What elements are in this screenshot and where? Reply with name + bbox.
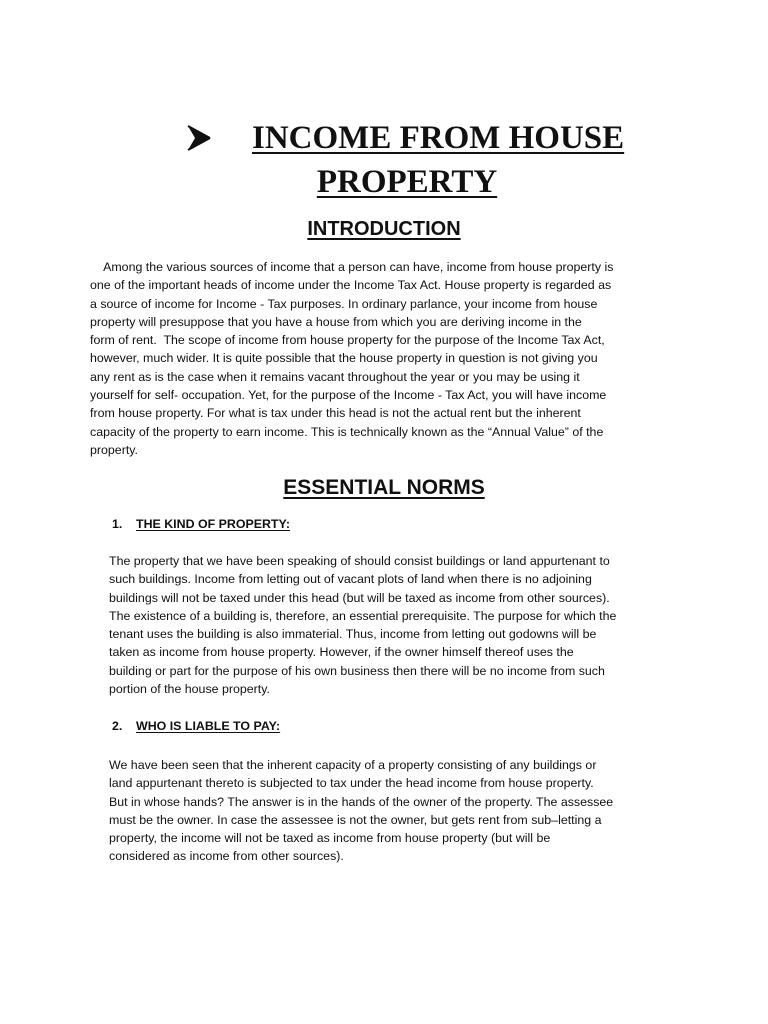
- paragraph-line: The property that we have been speaking of should consist buildings or land appurtenant to: [109, 554, 610, 568]
- paragraph-line: portion of the house property.: [109, 682, 270, 697]
- norm-item-heading-1: [112, 517, 290, 531]
- norm-item-number: 2.: [112, 719, 123, 733]
- paragraph-line: from house property. For what is tax under this head is not the actual rent but the inherent: [90, 406, 581, 421]
- paragraph-line: any rent as is the case when it remains vacant throughout the year or you may be using it: [90, 369, 580, 384]
- paragraph-line: building or part for the purpose of his own business then there will be no income from such: [109, 663, 605, 678]
- paragraph-line: one of the important heads of income under the Income Tax Act. House property is regarded as: [90, 278, 612, 293]
- paragraph-line: Among the various sources of income that a person can have, income from house property is: [90, 260, 614, 274]
- essential-norms-heading: ESSENTIAL NORMS: [283, 476, 485, 499]
- paragraph-line: considered as income from other sources).: [109, 849, 344, 864]
- paragraph-line: taken as income from house property. However, if the owner himself thereof uses the: [109, 645, 574, 660]
- norm-item-number: 1.: [112, 517, 123, 531]
- paragraph-line: form of rent. The scope of income from house property for the purpose of the Income Tax Act,: [90, 333, 605, 348]
- arrow-bullet-icon: [186, 124, 212, 152]
- norm-item-label: WHO IS LIABLE TO PAY:: [136, 719, 281, 733]
- norm-item-label: THE KIND OF PROPERTY:: [136, 517, 290, 531]
- introduction-paragraph: [90, 258, 690, 459]
- paragraph-line: But in whose hands? The answer is in the hands of the owner of the property. The assessee: [109, 794, 614, 809]
- norm-item-heading-2: [112, 719, 280, 733]
- paragraph-line: tenant uses the building is also immaterial. Thus, income from letting out godowns will be: [109, 627, 597, 642]
- paragraph-line: buildings will not be taxed under this head (but will be taxed as income from other sources).: [109, 590, 610, 605]
- paragraph-line: a source of income for Income - Tax purposes. In ordinary parlance, your income from house: [90, 296, 598, 311]
- title-line-1: INCOME FROM HOUSE: [252, 120, 625, 156]
- paragraph-line: yourself for self- occupation. Yet, for the purpose of the Income - Tax Act, you will have income: [90, 388, 607, 403]
- document-title: [0, 120, 768, 200]
- paragraph-line: property, the income will not be taxed as income from house property (but will be: [109, 831, 551, 846]
- norm-item-paragraph-1: [109, 552, 689, 698]
- paragraph-line: property will presuppose that you have a house from which you are deriving income in the: [90, 314, 582, 329]
- paragraph-line: such buildings. Income from letting out of vacant plots of land when there is no adjoining: [109, 572, 592, 587]
- paragraph-line: capacity of the property to earn income. This is technically known as the “Annual Value” of the: [90, 424, 604, 439]
- paragraph-line: however, much wider. It is quite possible that the house property in question is not giving you: [90, 351, 598, 366]
- paragraph-line: The existence of a building is, therefore, an essential prerequisite. The purpose for which the: [109, 608, 617, 623]
- paragraph-line: We have been seen that the inherent capacity of a property consisting of any buildings or: [109, 758, 597, 772]
- paragraph-line: must be the owner. In case the assessee is not the owner, but gets rent from sub–letting a: [109, 812, 602, 827]
- norm-item-paragraph-2: [109, 756, 689, 866]
- introduction-heading: INTRODUCTION: [307, 218, 461, 240]
- paragraph-line: property.: [90, 442, 138, 457]
- title-line-2: PROPERTY: [316, 164, 498, 200]
- paragraph-line: land appurtenant thereto is subjected to tax under the head income from house property.: [109, 776, 594, 791]
